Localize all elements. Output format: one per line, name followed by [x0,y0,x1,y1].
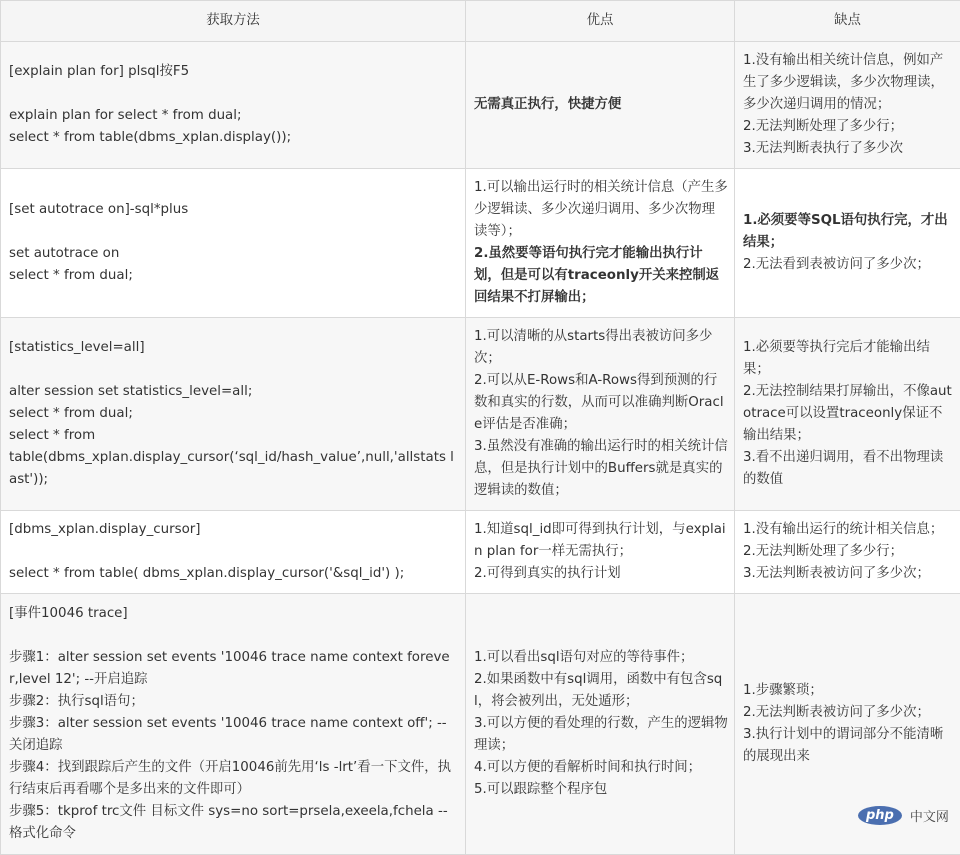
pros-item: 无需真正执行，快捷方便 [474,94,728,116]
cons-item: 2.无法控制结果打屏输出，不像autotrace可以设置traceonly保证不输出结果； [743,381,954,447]
pros-item: 1.知道sql_id即可得到执行计划，与explain plan for一样无需执行； [474,519,728,563]
method-line: 步骤4：找到跟踪后产生的文件（开启10046前先用‘ls -lrt’看一下文件，执行结束后再看哪个是多出来的文件即可） [9,757,459,801]
watermark [858,806,949,825]
pros-item: 1.可以看出sql语句对应的等待事件； [474,647,728,669]
method-line: 步骤1：alter session set events '10046 trace name context forever,level 12'; --开启追踪 [9,647,459,691]
method-line [9,83,459,105]
method-line: select * from dual; [9,403,459,425]
cons-cell [735,318,960,511]
cons-cell [735,511,960,594]
cons-item: 1.没有输出相关统计信息，例如产生了多少逻辑读，多少次物理读，多少次递归调用的情况； [743,50,954,116]
cons-item: 2.无法看到表被访问了多少次； [743,254,954,276]
method-line: select * from table( dbms_xplan.display_cursor('&sql_id') ); [9,563,459,585]
method-line: 步骤2：执行sql语句； [9,691,459,713]
method-line [9,221,459,243]
cons-item: 2.无法判断处理了多少行； [743,541,954,563]
method-line [9,625,459,647]
method-line: [事件10046 trace] [9,603,459,625]
pros-cell [466,318,735,511]
method-line: 步骤3：alter session set events '10046 trace name context off'; --关闭追踪 [9,713,459,757]
method-cell [1,42,466,169]
method-line: [statistics_level=all] [9,337,459,359]
method-line [9,359,459,381]
cons-item: 1.没有输出运行的统计相关信息； [743,519,954,541]
method-line: set autotrace on [9,243,459,265]
table-row [1,169,960,318]
method-line: select * from dual; [9,265,459,287]
method-line: explain plan for select * from dual; [9,105,459,127]
header-pros: 优点 [466,1,735,42]
table-row [1,594,960,855]
cons-item: 3.看不出递归调用，看不出物理读的数值 [743,447,954,491]
table-row [1,511,960,594]
pros-item: 4.可以方便的看解析时间和执行时间； [474,757,728,779]
method-line: table(dbms_xplan.display_cursor(‘sql_id/hash_value’,null,'allstats last')); [9,447,459,491]
cons-cell [735,169,960,318]
header-method: 获取方法 [1,1,466,42]
cons-item: 1.必须要等执行完后才能输出结果； [743,337,954,381]
method-line: [set autotrace on]-sql*plus [9,199,459,221]
cons-item: 3.无法判断表被访问了多少次； [743,563,954,585]
method-line: [dbms_xplan.display_cursor] [9,519,459,541]
header-row [1,1,960,42]
header-cons: 缺点 [735,1,960,42]
pros-cell [466,42,735,169]
method-line [9,541,459,563]
pros-item: 2.可得到真实的执行计划 [474,563,728,585]
pros-item: 2.可以从E-Rows和A-Rows得到预测的行数和真实的行数，从而可以准确判断Oracle评估是否准确； [474,370,728,436]
method-line: 步骤5：tkprof trc文件 目标文件 sys=no sort=prsela,exeela,fchela --格式化命令 [9,801,459,845]
pros-item: 5.可以跟踪整个程序包 [474,779,728,801]
method-cell [1,169,466,318]
method-line: [explain plan for] plsql按F5 [9,61,459,83]
method-line: select * from [9,425,459,447]
cons-cell [735,42,960,169]
pros-cell [466,169,735,318]
method-cell [1,318,466,511]
pros-item: 1.可以输出运行时的相关统计信息（产生多少逻辑读、多少次递归调用、多少次物理读等）； [474,177,728,243]
watermark-text: 中文网 [910,806,949,825]
method-cell [1,594,466,855]
method-line: select * from table(dbms_xplan.display()); [9,127,459,149]
pros-item: 1.可以清晰的从starts得出表被访问多少次； [474,326,728,370]
cons-item: 3.执行计划中的谓词部分不能清晰的展现出来 [743,724,954,768]
table-row [1,318,960,511]
pros-item: 2.虽然要等语句执行完才能输出执行计划，但是可以有traceonly开关来控制返回结果不打屏输出； [474,243,728,309]
pros-cell [466,511,735,594]
php-logo: php [858,806,902,825]
pros-item: 2.如果函数中有sql调用，函数中有包含sql，将会被列出，无处遁形； [474,669,728,713]
table-body [1,42,960,855]
pros-item: 3.可以方便的看处理的行数，产生的逻辑物理读； [474,713,728,757]
cons-item: 2.无法判断表被访问了多少次； [743,702,954,724]
pros-item: 3.虽然没有准确的输出运行时的相关统计信息，但是执行计划中的Buffers就是真实的逻辑读的数值； [474,436,728,502]
method-cell [1,511,466,594]
cons-item: 1.步骤繁琐； [743,680,954,702]
table-row [1,42,960,169]
method-line: alter session set statistics_level=all; [9,381,459,403]
cons-item: 2.无法判断处理了多少行； [743,116,954,138]
cons-item: 1.必须要等SQL语句执行完，才出结果； [743,210,954,254]
cons-item: 3.无法判断表执行了多少次 [743,138,954,160]
pros-cell [466,594,735,855]
